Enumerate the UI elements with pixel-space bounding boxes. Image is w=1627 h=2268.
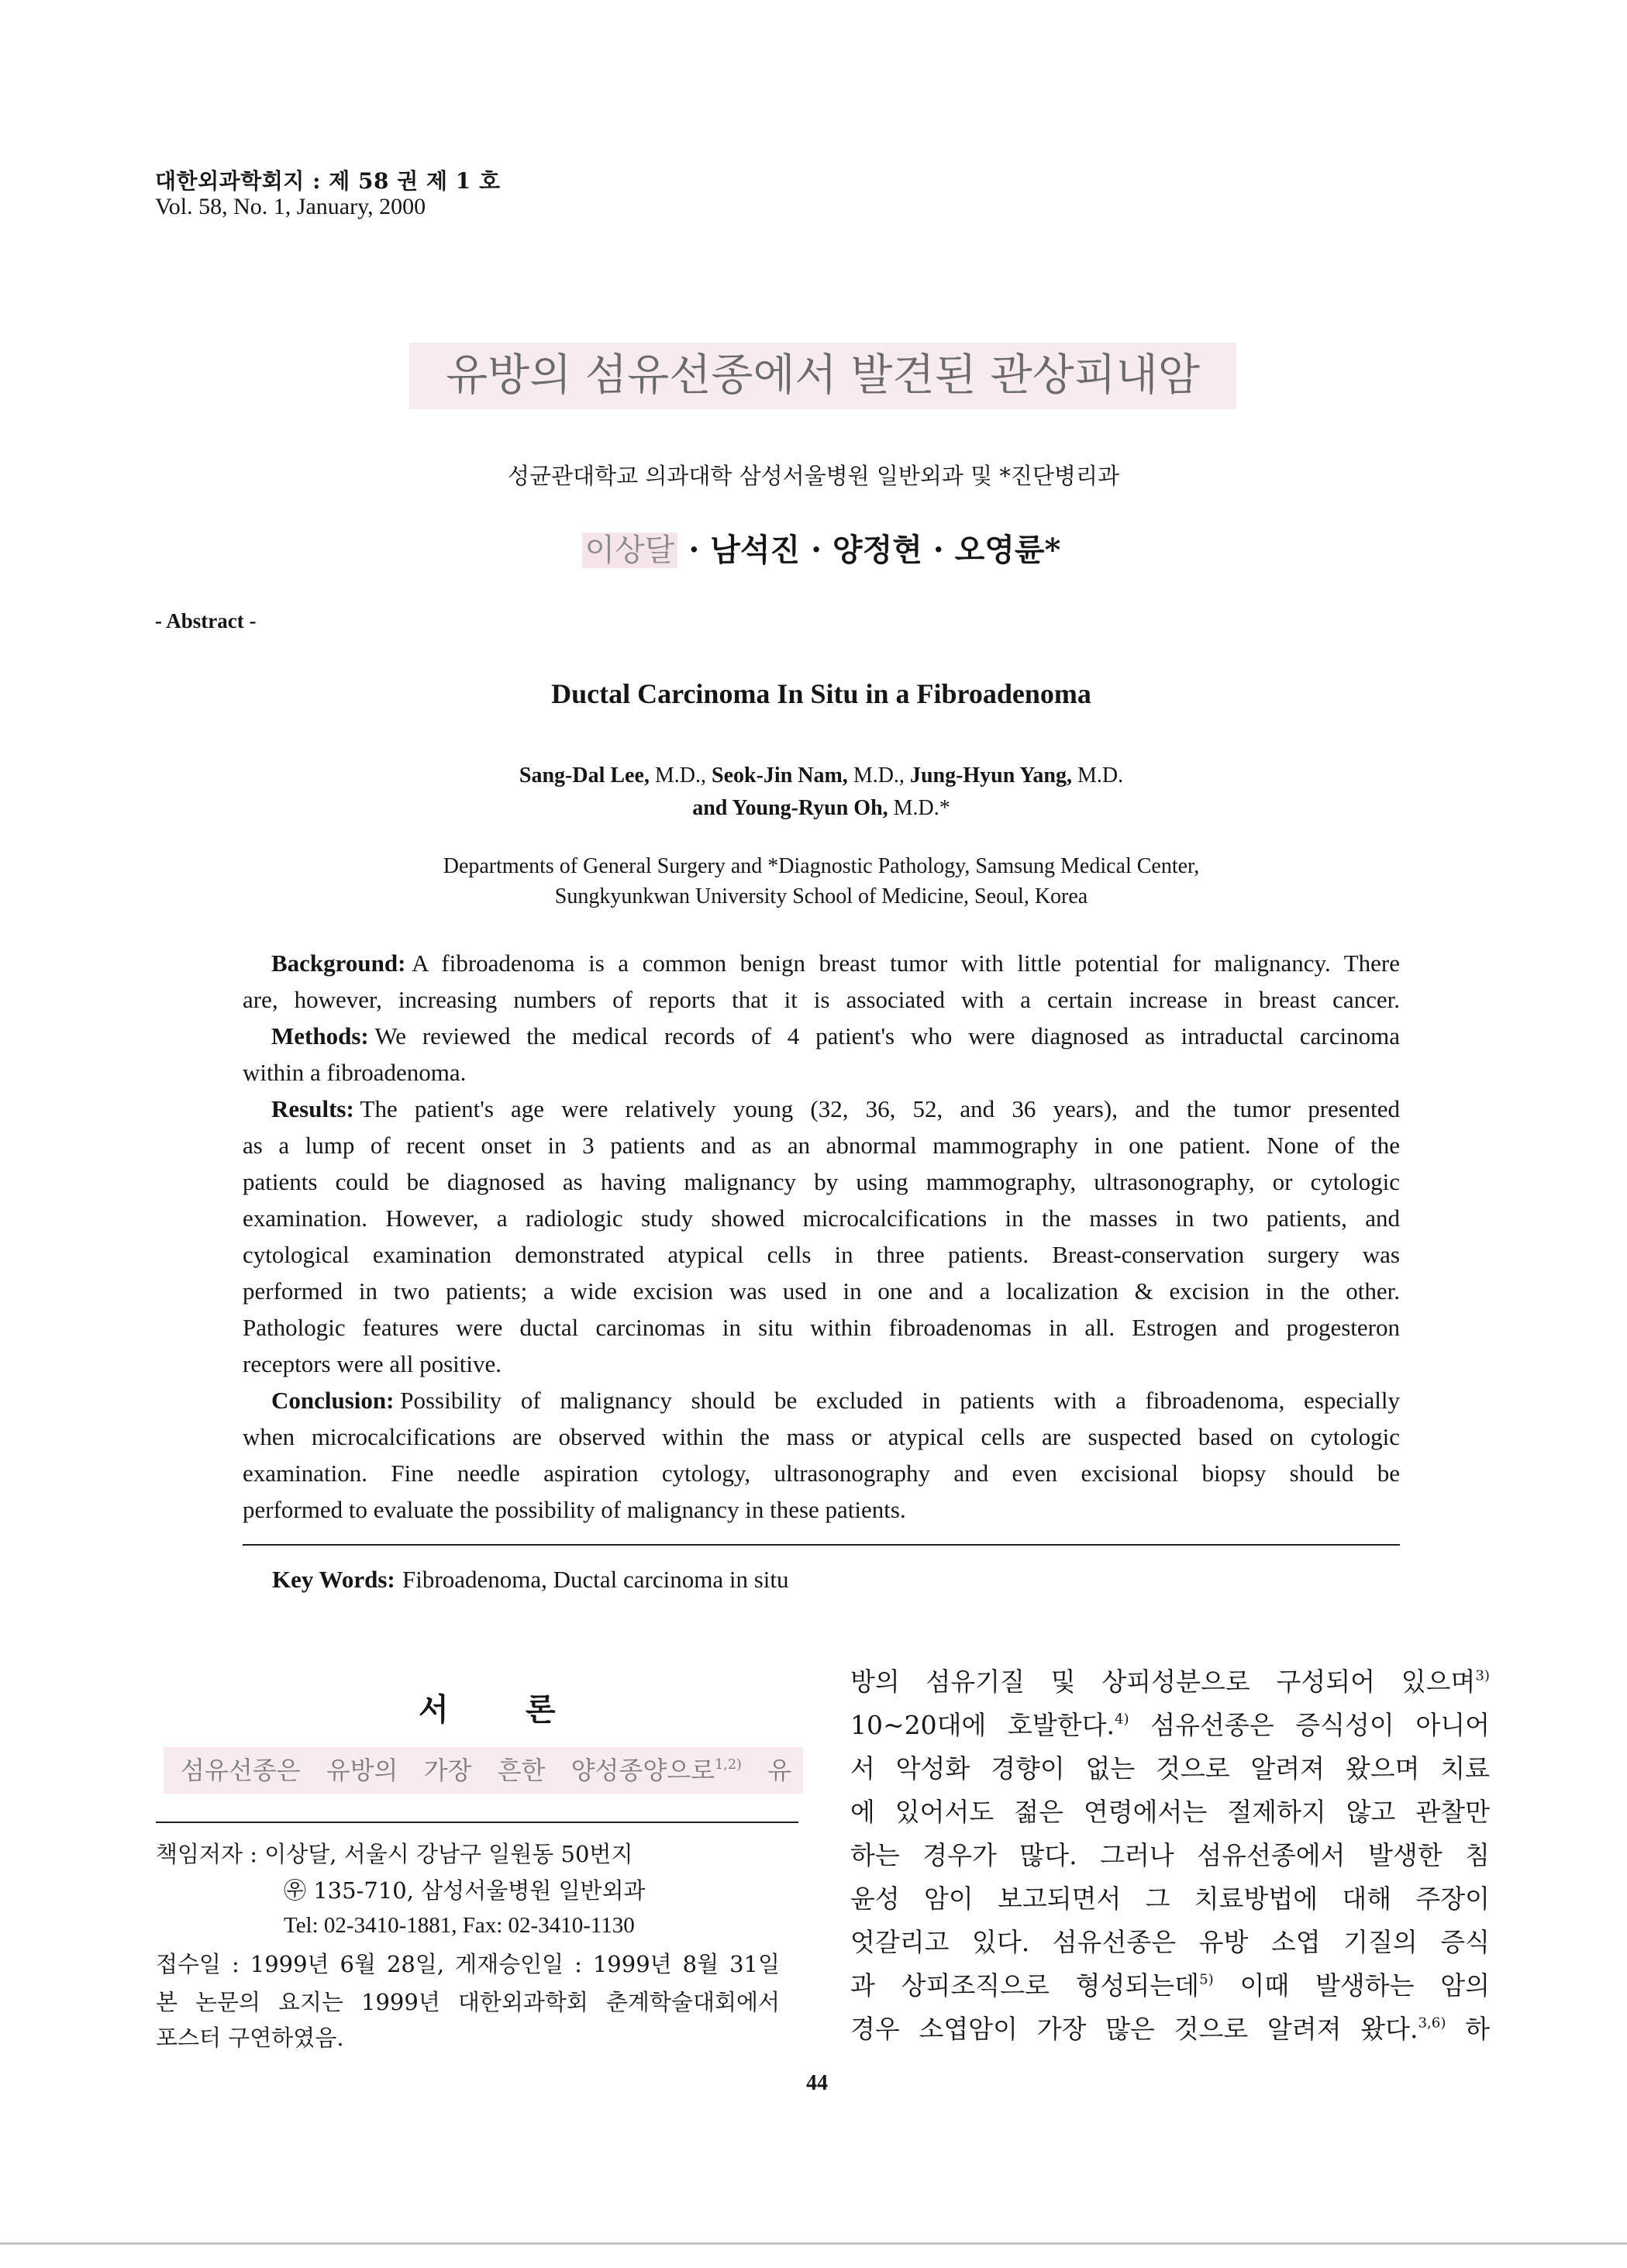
author-degree: M.D. (1071, 763, 1124, 788)
affiliation-korean: 성균관대학교 의과대학 삼성서울병원 일반외과 및 *진단병리과 (508, 463, 1119, 489)
section-heading-2: 론 (526, 1691, 556, 1728)
journal-header-english: Vol. 58, No. 1, January, 2000 (155, 194, 426, 219)
abstract-text: Possibility of malignancy should be excluded in patients with a fibroadenoma, especially (400, 1387, 1400, 1414)
body-text: 윤성 암이 보고되면서 그 치료방법에 대해 주장이 (850, 1884, 1490, 1914)
abstract-label: - Abstract - (155, 609, 257, 632)
abstract-text: The patient's age were relatively young (32, 36, 52, and 36 years), and the tumor presented (360, 1095, 1400, 1122)
abstract-line (243, 945, 1400, 981)
key-words-text: Fibroadenoma, Ductal carcinoma in situ (402, 1566, 789, 1593)
body-line (850, 1880, 1490, 1918)
author-name: Sang-Dal Lee, (519, 763, 650, 788)
abstract-line (243, 1382, 1400, 1418)
author-name: Seok-Jin Nam, (712, 763, 848, 788)
body-line (850, 2011, 1490, 2048)
abstract-line: examination. However, a radiologic study showed microcalcifications in the masses in two patients, and (243, 1205, 1400, 1232)
presentation-note-2: 포스터 구연하였음. (156, 2025, 344, 2051)
presentation-note-1: 본 논문의 요지는 1999년 대한외과학회 춘계학술대회에서 (156, 1989, 780, 2015)
citation: 3,6) (1418, 2015, 1446, 2032)
abstract-line: cytological examination demonstrated atypical cells in three patients. Breast-conservation surgery was (243, 1241, 1400, 1268)
key-words (272, 1566, 788, 1594)
abstract-body (243, 945, 1400, 1528)
abstract-line (243, 1091, 1400, 1127)
author-degree: M.D., (649, 763, 712, 788)
scan-edge-line (0, 2242, 1627, 2245)
body-line (850, 1750, 1490, 1787)
body-text: 하는 경우가 많다. 그러나 섬유선종에서 발생한 침 (850, 1840, 1490, 1870)
author-prefix: and (692, 796, 732, 820)
author-degree: M.D.* (888, 796, 950, 820)
body-text: 서 악성화 경향이 없는 것으로 알려져 왔으며 치료 (850, 1753, 1490, 1784)
journal-header-korean: 대한외과학회지 : 제 58 권 제 1 호 (155, 168, 501, 194)
abstract-line: performed in two patients; a wide excision was used in one and a localization & excision in the other. (243, 1277, 1400, 1305)
section-heading-1: 서 (419, 1691, 449, 1728)
author-name: Jung-Hyun Yang, (909, 763, 1072, 788)
body-text: 하 (1446, 2014, 1490, 2044)
body-line (850, 1924, 1490, 1961)
correspondence-author: 책임저자 : 이상달, 서울시 강남구 일원동 50번지 (156, 1841, 633, 1867)
abstract-line: are, however, increasing numbers of reports that it is associated with a certain increase in breast cancer. (243, 986, 1400, 1013)
first-author-korean: 이상달 (582, 533, 678, 568)
body-text: 10~20대에 호발한다. (850, 1710, 1115, 1740)
abstract-line: examination. Fine needle aspiration cytology, ultrasonography and even excisional biopsy should be (243, 1460, 1400, 1487)
intro-text: 섬유선종은 유방의 가장 흔한 양성종양으로 (181, 1756, 715, 1785)
abstract-line: patients could be diagnosed as having malignancy by using mammography, ultrasonography, or cytologic (243, 1168, 1400, 1195)
abstract-divider (243, 1544, 1400, 1546)
other-authors-korean: · 남석진 · 양정현 · 오영륜* (677, 532, 1061, 568)
received-dates: 접수일 : 1999년 6월 28일, 게재승인일 : 1999년 8월 31일 (156, 1951, 780, 1977)
body-line (850, 1794, 1490, 1831)
body-text: 에 있어서도 젊은 연령에서는 절제하지 않고 관찰만 (850, 1797, 1490, 1827)
correspondence-contact: Tel: 02-3410-1881, Fax: 02-3410-1130 (284, 1913, 635, 1938)
footnote-divider (156, 1822, 798, 1823)
body-text: 과 상피조직으로 형성되는데 (850, 1970, 1200, 2001)
author-name: Young-Ryun Oh, (732, 796, 888, 820)
abstract-line: receptors were all positive. (243, 1350, 502, 1377)
citation: 3) (1475, 1667, 1490, 1684)
key-words-label: Key Words: (272, 1566, 395, 1593)
body-line (850, 1837, 1490, 1874)
author-degree: M.D., (847, 763, 910, 788)
abstract-text: We reviewed the medical records of 4 patient's who were diagnosed as intraductal carcinoma (374, 1022, 1400, 1050)
title-korean: 유방의 섬유선종에서 발견된 관상피내암 (445, 350, 1201, 401)
intro-first-line (181, 1753, 791, 1787)
authors-english-line-1 (243, 763, 1400, 788)
body-text: 방의 섬유기질 및 상피성분으로 구성되어 있으며 (850, 1667, 1476, 1697)
background-label: Background: (271, 950, 406, 977)
body-text: 경우 소엽암이 가장 많은 것으로 알려져 왔다. (850, 2014, 1418, 2044)
citation: 4) (1115, 1711, 1129, 1728)
abstract-line: performed to evaluate the possibility of malignancy in these patients. (243, 1496, 906, 1523)
abstract-line: as a lump of recent onset in 3 patients and as an abnormal mammography in one patient. None of the (243, 1132, 1400, 1159)
abstract-line: within a fibroadenoma. (243, 1059, 467, 1086)
body-text: 이때 발생하는 암의 (1213, 1970, 1490, 2001)
body-text: 엇갈리고 있다. 섬유선종은 유방 소엽 기질의 증식 (850, 1927, 1490, 1957)
abstract-line: when microcalcifications are observed within the mass or atypical cells are suspected based on cytologic (243, 1423, 1400, 1450)
results-label: Results: (271, 1095, 354, 1122)
title-english: Ductal Carcinoma In Situ in a Fibroadenoma (551, 678, 1091, 709)
body-line (850, 1707, 1490, 1744)
body-line (850, 1967, 1490, 2004)
departments-line-1: Departments of General Surgery and *Diagnostic Pathology, Samsung Medical Center, (443, 854, 1200, 878)
citation: 1,2) (715, 1756, 742, 1773)
authors-english-line-2 (243, 796, 1400, 821)
abstract-text: A fibroadenoma is a common benign breast tumor with little potential for malignancy. There (412, 950, 1400, 977)
intro-text: 유 (741, 1756, 791, 1785)
correspondence-address: ㉾ 135-710, 삼성서울병원 일반외과 (284, 1877, 646, 1904)
body-line (850, 1663, 1490, 1701)
abstract-line: Pathologic features were ductal carcinomas in situ within fibroadenomas in all. Estrogen and progesteron (243, 1314, 1400, 1341)
methods-label: Methods: (271, 1022, 369, 1050)
conclusion-label: Conclusion: (271, 1387, 395, 1414)
page-number: 44 (806, 2071, 828, 2095)
body-text: 섬유선종은 증식성이 아니어 (1129, 1710, 1490, 1740)
departments-line-2: Sungkyunkwan University School of Medicine, Seoul, Korea (554, 884, 1088, 908)
abstract-line (243, 1018, 1400, 1054)
authors-korean (243, 526, 1400, 570)
citation: 5) (1199, 1971, 1214, 1988)
